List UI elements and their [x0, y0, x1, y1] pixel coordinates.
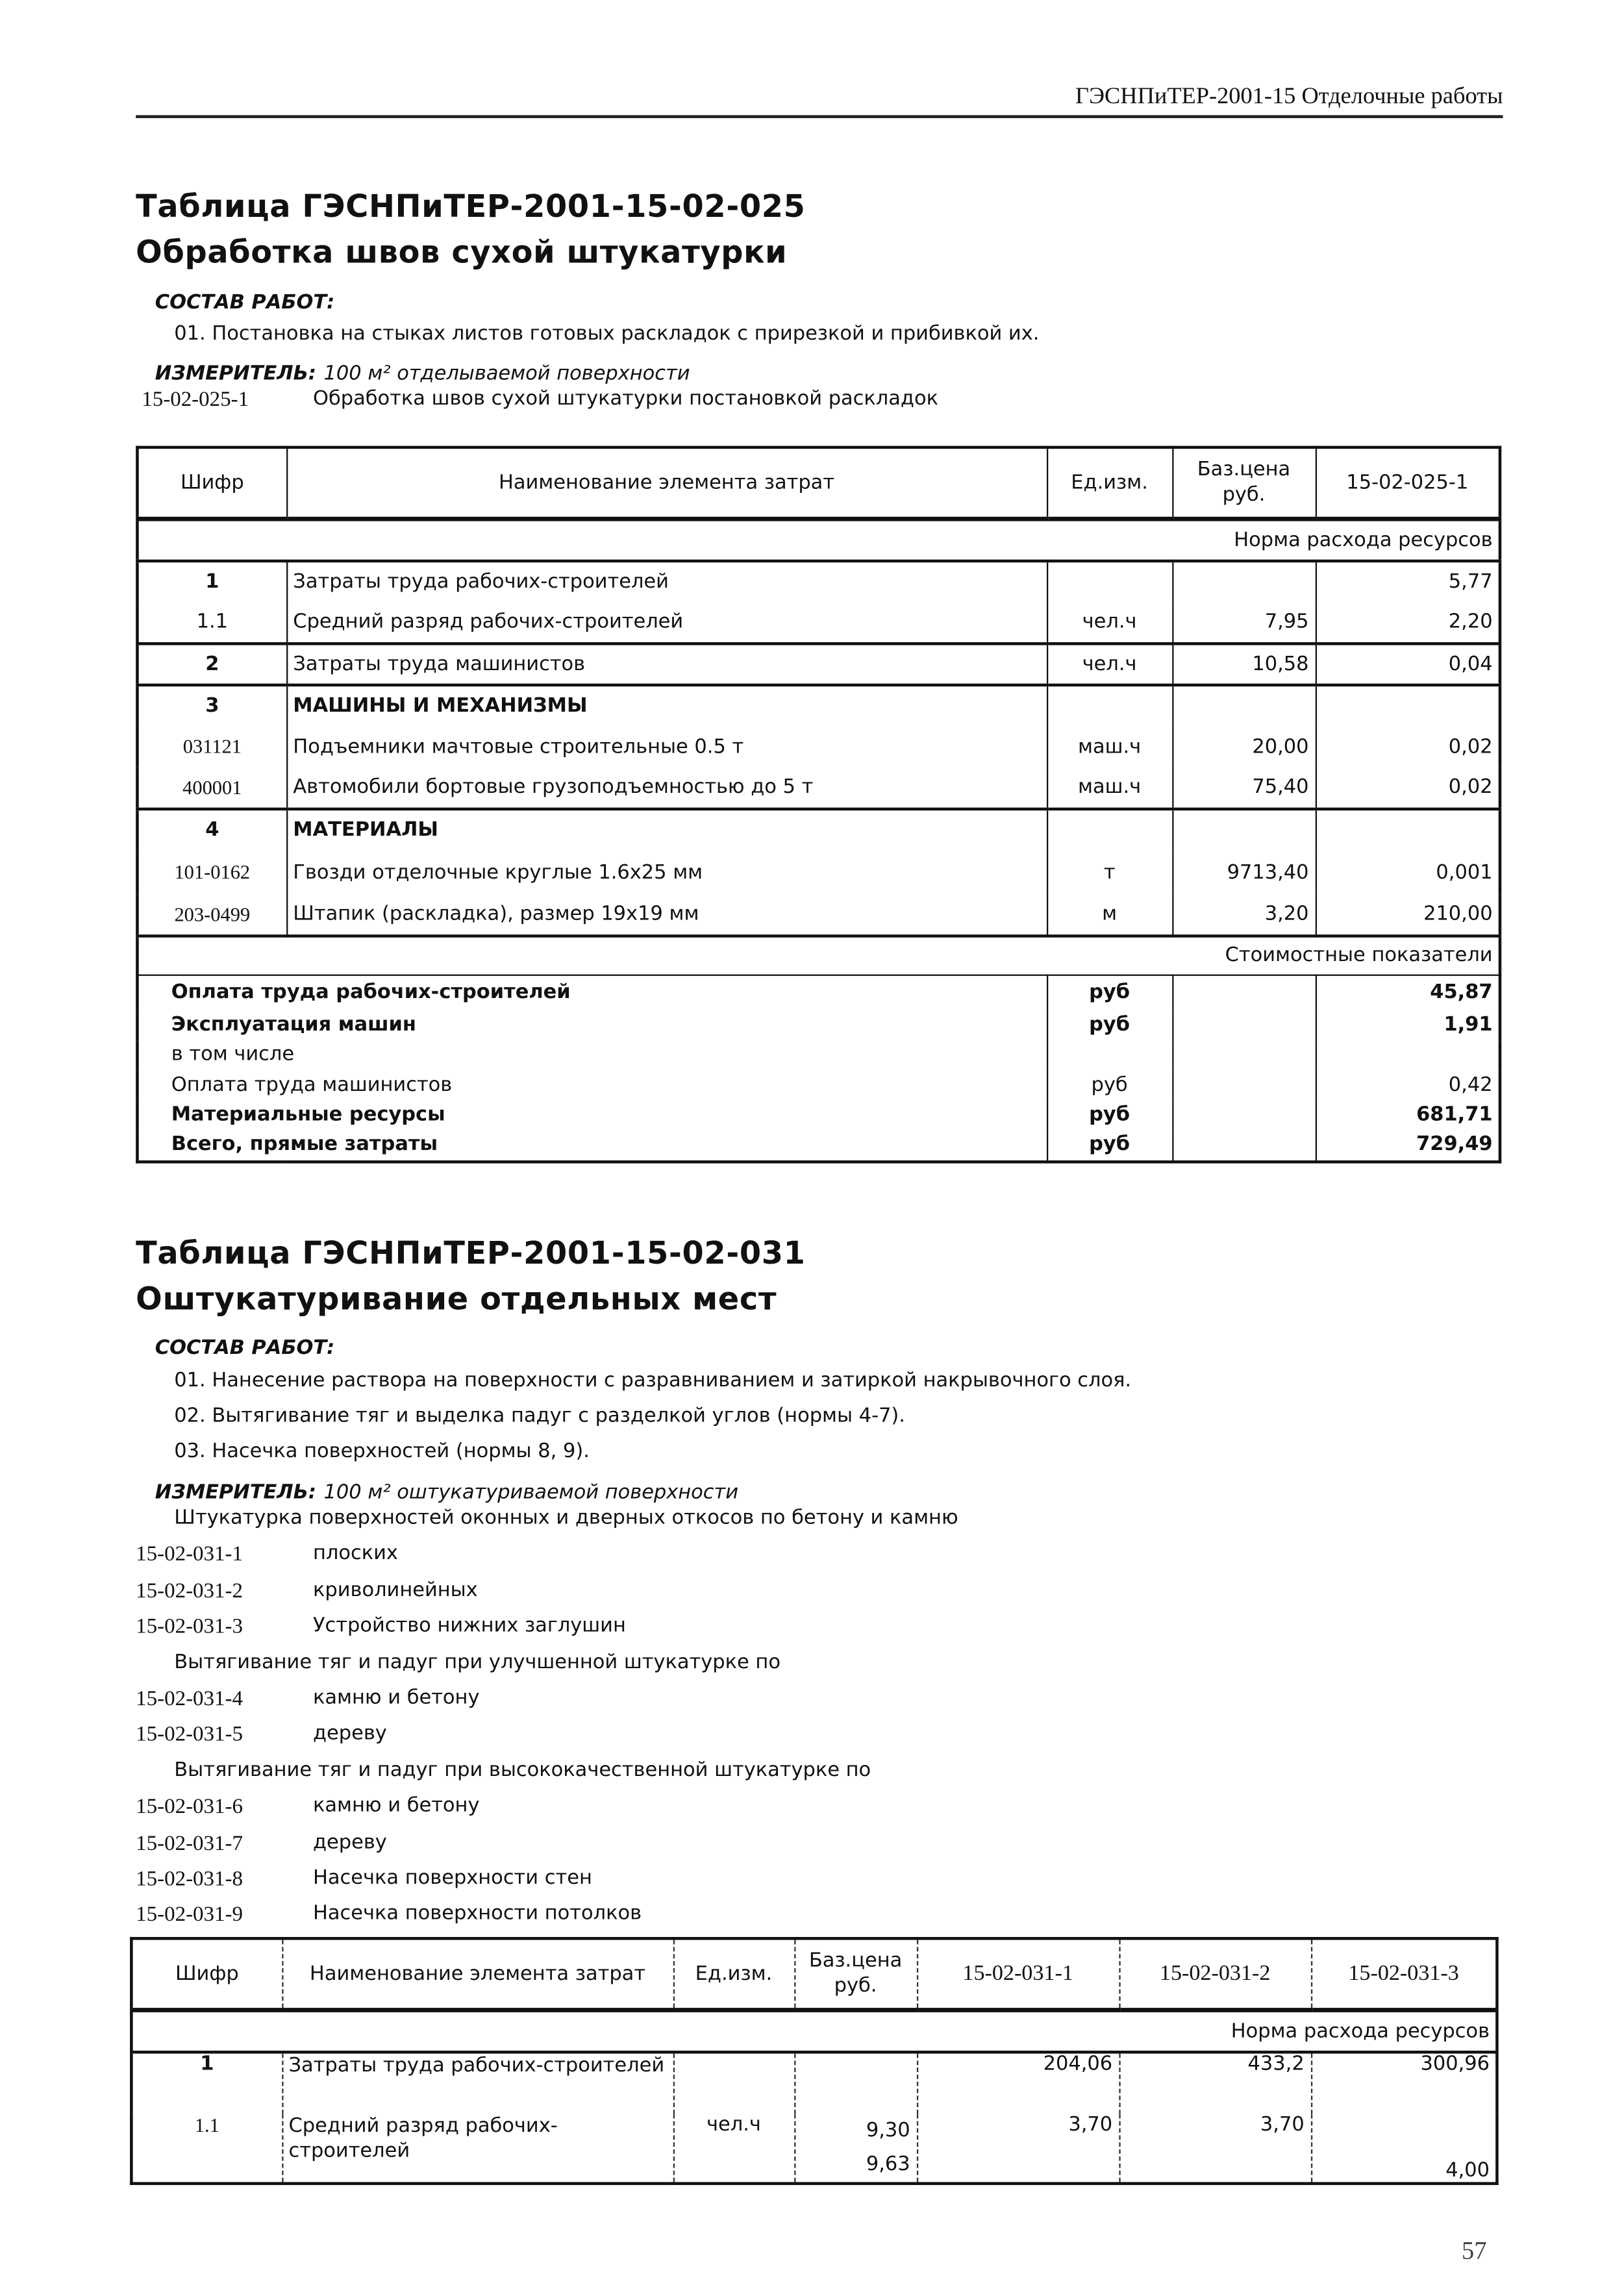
norm-row [137, 519, 1500, 561]
row-price [794, 2114, 917, 2184]
table-header-row [131, 1938, 1497, 2010]
cost-name: в том числе [137, 1040, 1047, 1071]
item-name: Насечка поверхности стен [313, 1868, 592, 1890]
row-code: 1 [137, 561, 286, 603]
row-value: 0,02 [1316, 768, 1500, 809]
row-value: 0,001 [1316, 851, 1500, 895]
table1-code: 15-02-025-1 [142, 388, 249, 412]
column-header-name: Наименование элемента затрат [282, 1938, 673, 2010]
table1-code-name: Обработка швов сухой штукатурки постановкой раскладок [313, 388, 939, 411]
row-name: Автомобили бортовые грузоподъемностью до 5 т [286, 768, 1047, 809]
row-price [794, 2052, 917, 2114]
item-name: криволинейных [313, 1579, 478, 1602]
cost-unit: руб [1047, 1101, 1172, 1131]
row-price: 3,20 [1172, 895, 1316, 936]
cost-label: Стоимостные показатели [137, 936, 1500, 974]
table-row [137, 644, 1500, 685]
cost-row [137, 1070, 1500, 1101]
row-value-1: 204,06 [917, 2052, 1119, 2114]
row-name: Подъемники мачтовые строительные 0.5 т [286, 727, 1047, 768]
cost-name: Оплата труда рабочих-строителей [137, 975, 1047, 1010]
row-price [1172, 561, 1316, 603]
cost-row [137, 1131, 1500, 1162]
row-name: Гвозди отделочные круглые 1.6x25 мм [286, 851, 1047, 895]
row-code: 1.1 [131, 2114, 282, 2184]
cost-row [137, 1040, 1500, 1071]
row-unit: т [1047, 851, 1172, 895]
column-header-unit: Ед.изм. [1047, 447, 1172, 519]
table-row [137, 685, 1500, 727]
cost-value: 681,71 [1316, 1101, 1500, 1131]
row-code: 3 [137, 685, 286, 727]
row-price: 20,00 [1172, 727, 1316, 768]
cost-empty [1172, 975, 1316, 1010]
item-code: 15-02-031-9 [136, 1903, 244, 1927]
table2-meter [155, 1477, 738, 1505]
row-value-1: 3,70 [917, 2114, 1119, 2184]
cost-unit: руб [1047, 1070, 1172, 1101]
row-unit [1047, 809, 1172, 851]
price-2: 9,63 [866, 2154, 910, 2177]
item-code: 15-02-031-5 [136, 1723, 244, 1747]
cost-empty [1172, 1070, 1316, 1101]
item-group-label: Вытягивание тяг и падуг при улучшенной штукатурке по [174, 1651, 781, 1674]
item-name: плоских [313, 1543, 398, 1566]
table-row [137, 727, 1500, 768]
column-header-name: Наименование элемента затрат [286, 447, 1047, 519]
row-value: 2,20 [1316, 603, 1500, 644]
meter-text: 100 м² оштукатуриваемой поверхности [323, 1482, 739, 1505]
table-row [137, 851, 1500, 895]
row-unit: м [1047, 895, 1172, 936]
row-code: 031121 [137, 727, 286, 768]
meter-text: 100 м² отделываемой поверхности [323, 363, 690, 386]
row-unit: маш.ч [1047, 727, 1172, 768]
row-code: 203-0499 [137, 895, 286, 936]
table1-title: Таблица ГЭСНПиТЕР-2001-15-02-025 [136, 189, 806, 225]
table-row [137, 603, 1500, 644]
cost-unit: руб [1047, 1131, 1172, 1162]
column-header-price: Баз.цена руб. [1172, 447, 1316, 519]
row-name: МАШИНЫ И МЕХАНИЗМЫ [286, 685, 1047, 727]
item-code: 15-02-031-8 [136, 1868, 244, 1892]
cost-name: Материальные ресурсы [137, 1101, 1047, 1131]
cost-name: Всего, прямые затраты [137, 1131, 1047, 1162]
item-code: 15-02-031-6 [136, 1795, 244, 1819]
row-value: 0,02 [1316, 727, 1500, 768]
cost-value: 729,49 [1316, 1131, 1500, 1162]
cost-value: 1,91 [1316, 1010, 1500, 1040]
item-code: 15-02-031-3 [136, 1615, 244, 1640]
table1-work-1: 01. Постановка на стыках листов готовых раскладок с прирезкой и прибивкой их. [174, 323, 1040, 346]
table1 [136, 446, 1501, 1163]
row-value [1316, 809, 1500, 851]
cost-empty [1172, 1131, 1316, 1162]
cost-row [137, 1101, 1500, 1131]
item-name: камню и бетону [313, 1687, 480, 1710]
cost-empty [1172, 1010, 1316, 1040]
table-row [137, 895, 1500, 936]
table2-subtitle: Оштукатуривание отдельных мест [136, 1281, 777, 1318]
column-header-c2: 15-02-031-2 [1119, 1938, 1311, 2010]
item-name: Насечка поверхности потолков [313, 1903, 642, 1926]
row-unit: маш.ч [1047, 768, 1172, 809]
row-code: 400001 [137, 768, 286, 809]
row-price: 7,95 [1172, 603, 1316, 644]
meter-label: ИЗМЕРИТЕЛЬ: [155, 363, 316, 386]
row-price: 10,58 [1172, 644, 1316, 685]
table2 [130, 1937, 1499, 2185]
table1-meter [155, 357, 690, 385]
cost-header-row [137, 936, 1500, 974]
column-header-unit: Ед.изм. [673, 1938, 794, 2010]
row-name: Затраты труда рабочих-строителей [286, 561, 1047, 603]
column-header-c3: 15-02-031-3 [1311, 1938, 1497, 2010]
cost-row [137, 1010, 1500, 1040]
table2-work-3: 03. Насечка поверхностей (нормы 8, 9). [174, 1441, 590, 1464]
meter-label: ИЗМЕРИТЕЛЬ: [155, 1482, 316, 1505]
row-name: Штапик (раскладка), размер 19x19 мм [286, 895, 1047, 936]
row-unit [1047, 561, 1172, 603]
cost-unit: руб [1047, 1010, 1172, 1040]
row-unit: чел.ч [1047, 603, 1172, 644]
table1-work-label: СОСТАВ РАБОТ: [155, 292, 335, 315]
row-name: Средний разряд рабочих-строителей [286, 603, 1047, 644]
price-1: 9,30 [866, 2119, 910, 2142]
row-price [1172, 809, 1316, 851]
column-header-c1: 15-02-031-1 [917, 1938, 1119, 2010]
table2-title: Таблица ГЭСНПиТЕР-2001-15-02-031 [136, 1236, 806, 1271]
row-value-3: 4,00 [1311, 2114, 1497, 2184]
cost-value: 0,42 [1316, 1070, 1500, 1101]
item-code: 15-02-031-7 [136, 1831, 244, 1855]
row-price [1172, 685, 1316, 727]
cost-empty [1172, 1101, 1316, 1131]
item-code: 15-02-031-2 [136, 1579, 244, 1603]
row-value-2: 433,2 [1119, 2052, 1311, 2114]
page-number: 57 [1461, 2236, 1487, 2265]
row-name: Затраты труда машинистов [286, 644, 1047, 685]
row-value: 0,04 [1316, 644, 1500, 685]
row-value [1316, 685, 1500, 727]
column-header-norm: 15-02-025-1 [1316, 447, 1500, 519]
cost-value: 45,87 [1316, 975, 1500, 1010]
item-group-label: Штукатурка поверхностей оконных и дверных откосов по бетону и камню [174, 1507, 958, 1530]
table1-subtitle: Обработка швов сухой штукатурки [136, 234, 788, 271]
row-value-2: 3,70 [1119, 2114, 1311, 2184]
table-row [131, 2114, 1497, 2184]
column-header-shifr: Шифр [137, 447, 286, 519]
norm-label: Норма расхода ресурсов [131, 2010, 1497, 2053]
table-row [137, 768, 1500, 809]
row-code: 1.1 [137, 603, 286, 644]
table2-work-2: 02. Вытягивание тяг и выделка падуг с разделкой углов (нормы 4-7). [174, 1405, 906, 1428]
table2-work-1: 01. Нанесение раствора на поверхности с разравниванием и затиркой накрывочного слоя. [174, 1369, 1132, 1393]
row-code: 2 [137, 644, 286, 685]
row-unit: чел.ч [673, 2114, 794, 2184]
cost-value [1316, 1040, 1500, 1071]
table-row [137, 561, 1500, 603]
row-price: 9713,40 [1172, 851, 1316, 895]
row-price: 75,40 [1172, 768, 1316, 809]
row-code: 1 [131, 2052, 282, 2114]
item-code: 15-02-031-4 [136, 1687, 244, 1712]
cost-empty [1172, 1040, 1316, 1071]
row-name: Затраты труда рабочих-строителей [282, 2052, 673, 2114]
cost-name: Эксплуатация машин [137, 1010, 1047, 1040]
column-header-shifr: Шифр [131, 1938, 282, 2010]
norm-row [131, 2010, 1497, 2053]
item-name: камню и бетону [313, 1795, 480, 1818]
cost-unit [1047, 1040, 1172, 1071]
row-value: 210,00 [1316, 895, 1500, 936]
item-name: дереву [313, 1723, 387, 1746]
item-name: дереву [313, 1831, 387, 1854]
cost-unit: руб [1047, 975, 1172, 1010]
row-unit [1047, 685, 1172, 727]
table-header-row [137, 447, 1500, 519]
row-value-3: 300,96 [1311, 2052, 1497, 2114]
column-header-price: Баз.цена руб. [794, 1938, 917, 2010]
row-code: 4 [137, 809, 286, 851]
row-name: Средний разряд рабочих-строителей [282, 2114, 673, 2184]
table2-work-label: СОСТАВ РАБОТ: [155, 1337, 335, 1360]
table-row [131, 2052, 1497, 2114]
row-name: МАТЕРИАЛЫ [286, 809, 1047, 851]
norm-label: Норма расхода ресурсов [137, 519, 1500, 561]
row-value: 5,77 [1316, 561, 1500, 603]
row-code: 101-0162 [137, 851, 286, 895]
item-code: 15-02-031-1 [136, 1543, 244, 1568]
running-header: ГЭСНПиТЕР-2001-15 Отделочные работы [1075, 84, 1503, 110]
cost-name: Оплата труда машинистов [137, 1070, 1047, 1101]
item-name: Устройство нижних заглушин [313, 1615, 626, 1638]
cost-row [137, 975, 1500, 1010]
header-rule [136, 115, 1503, 117]
row-unit [673, 2052, 794, 2114]
table-row [137, 809, 1500, 851]
item-group-label: Вытягивание тяг и падуг при высококачественной штукатурке по [174, 1759, 871, 1782]
row-unit: чел.ч [1047, 644, 1172, 685]
